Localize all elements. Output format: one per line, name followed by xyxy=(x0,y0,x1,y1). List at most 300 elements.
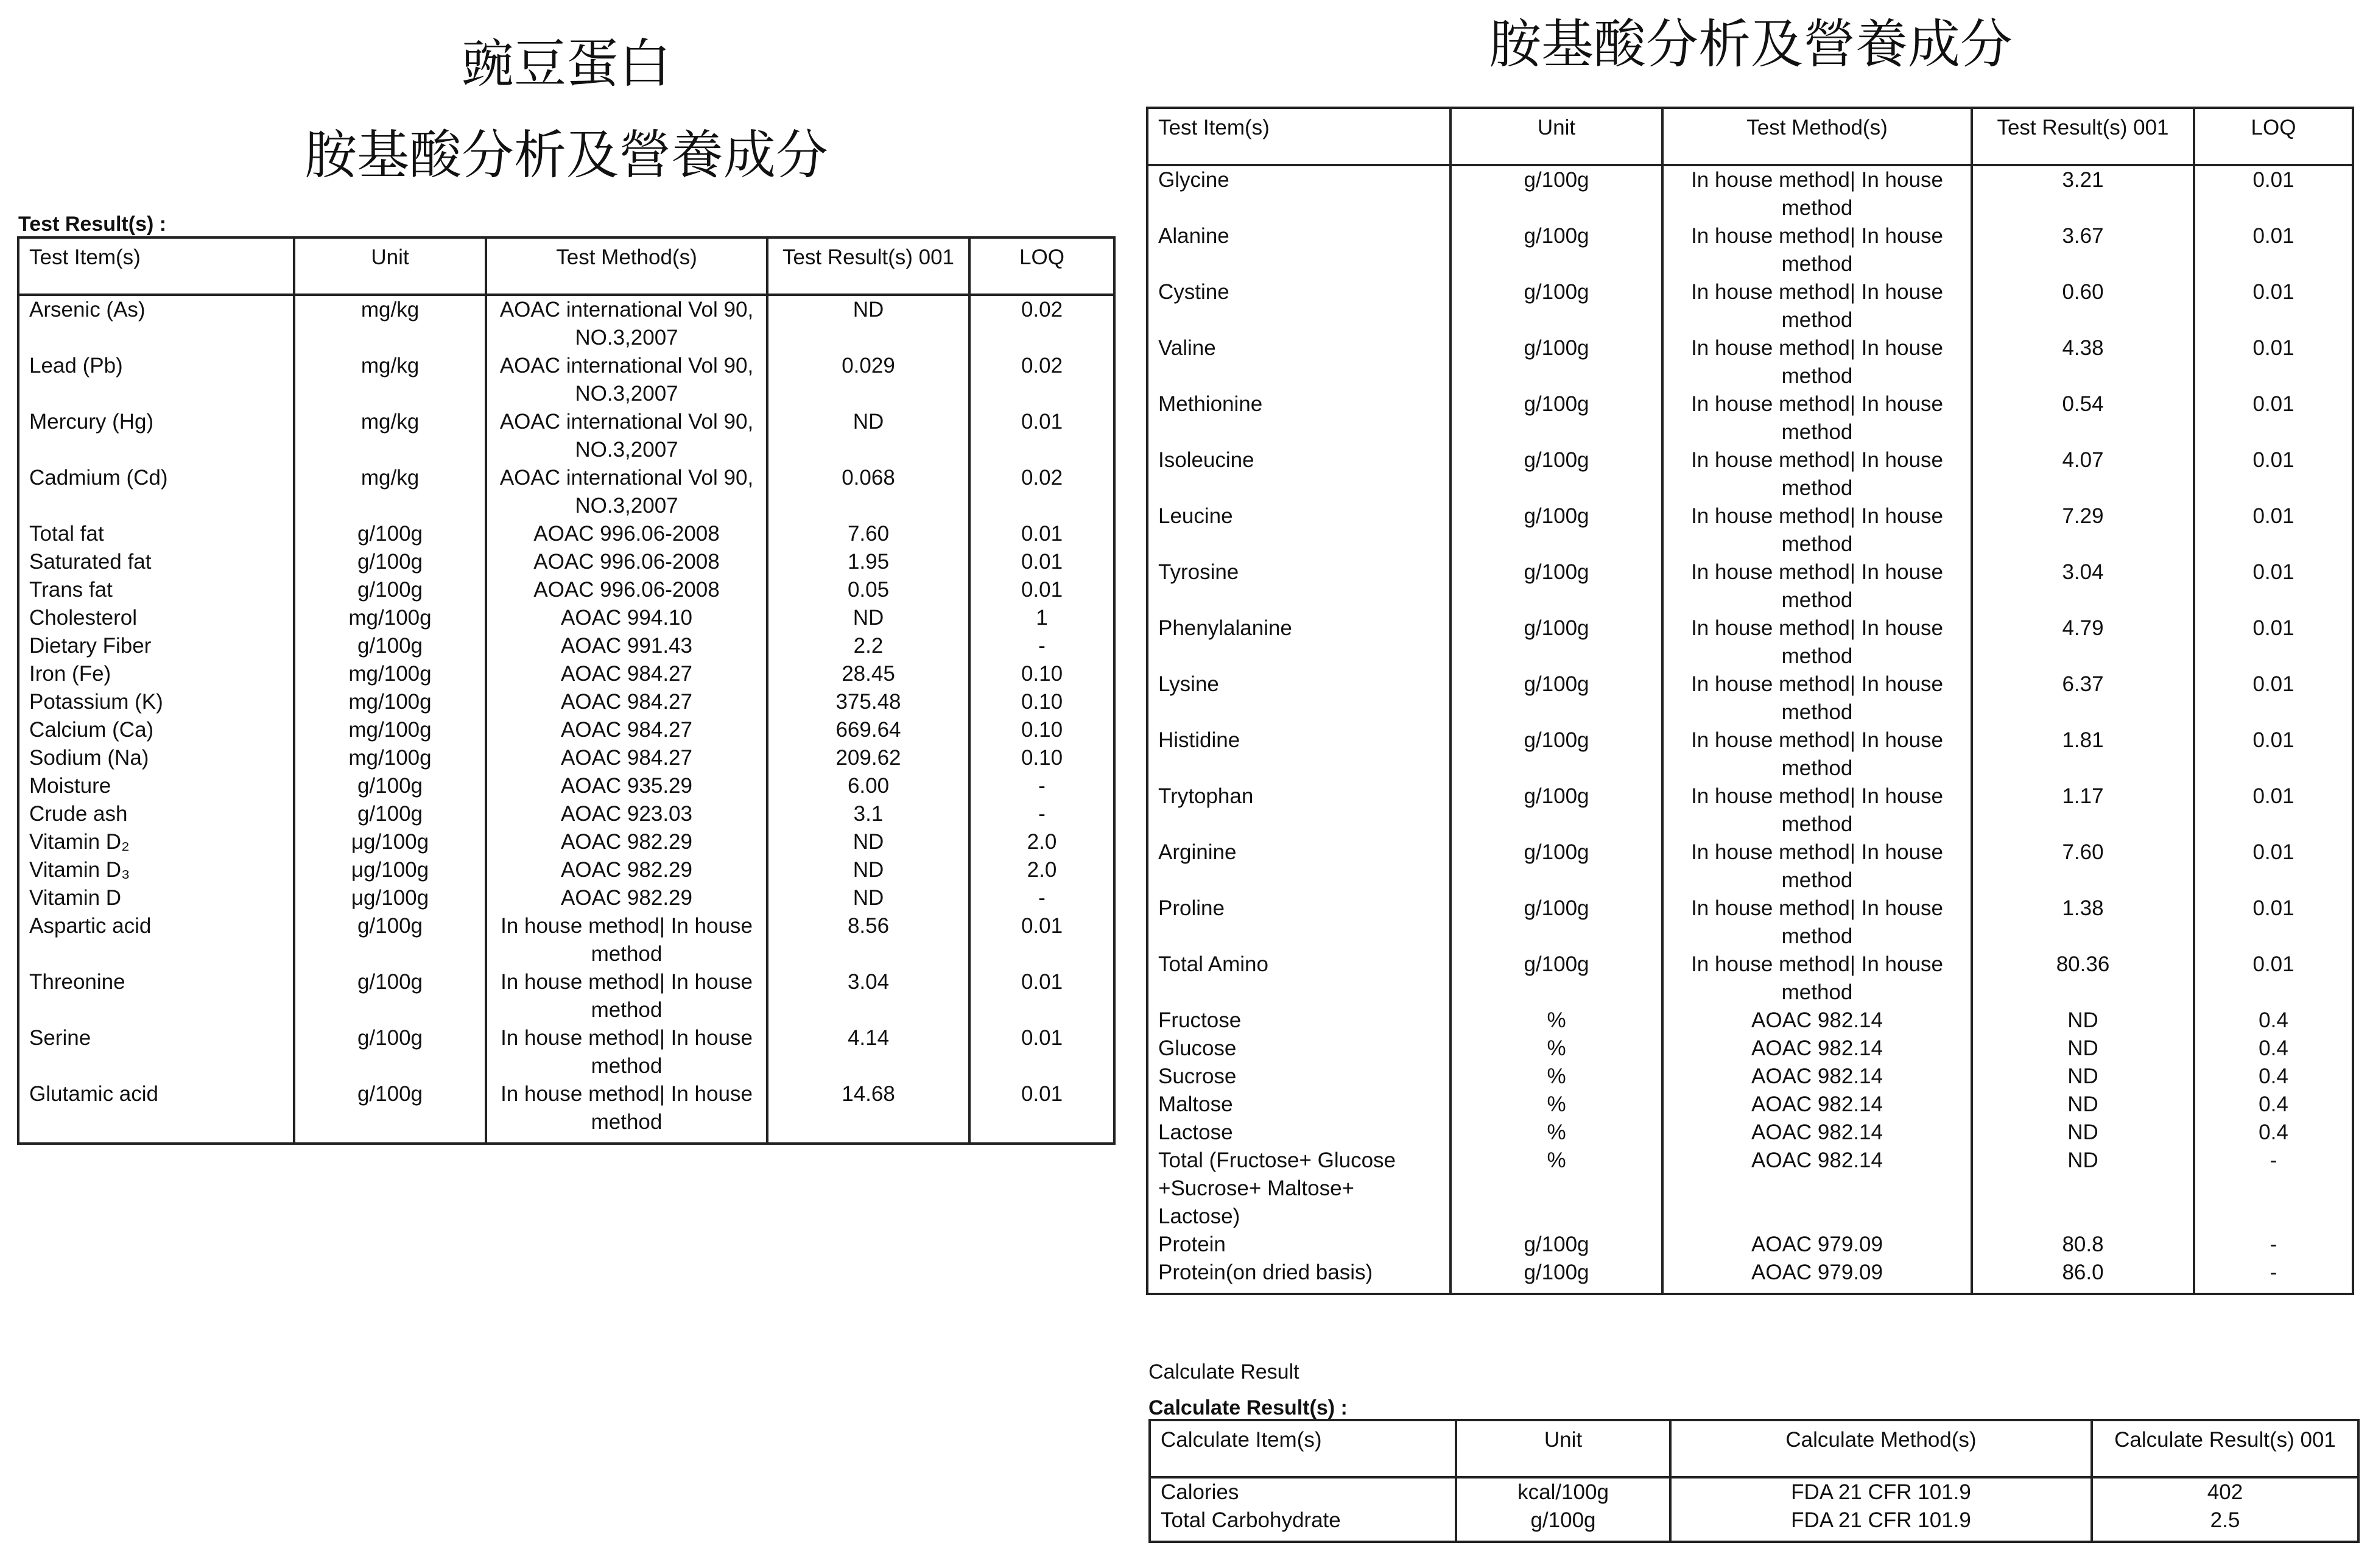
cell-test-method: AOAC 982.14 xyxy=(1662,1147,1972,1231)
cell-loq: 0.01 xyxy=(969,968,1114,1024)
cell-calculate-item: Total Carbohydrate xyxy=(1150,1506,1456,1542)
table-row xyxy=(1147,614,2353,670)
header-loq: LOQ xyxy=(2194,108,2353,165)
table-row xyxy=(1147,1231,2353,1259)
table-row xyxy=(1147,390,2353,446)
cell-test-method: In house method| In house method xyxy=(1662,446,1972,502)
cell-loq: 0.01 xyxy=(2194,222,2353,278)
table-row xyxy=(1147,670,2353,726)
table-row xyxy=(1147,278,2353,334)
cell-unit: mg/100g xyxy=(294,744,486,772)
cell-calculate-result: 2.5 xyxy=(2092,1506,2358,1542)
table-row xyxy=(18,1024,1114,1080)
cell-unit: g/100g xyxy=(1450,390,1662,446)
cell-test-method: In house method| In house method xyxy=(1662,222,1972,278)
cell-test-result: 3.04 xyxy=(767,968,969,1024)
left-title-product: 豌豆蛋白 xyxy=(462,33,671,94)
cell-loq: - xyxy=(969,800,1114,828)
cell-test-method: AOAC international Vol 90, NO.3,2007 xyxy=(486,352,767,408)
table-row xyxy=(1147,1007,2353,1035)
cell-test-result: 1.95 xyxy=(767,548,969,576)
cell-unit: g/100g xyxy=(294,1024,486,1080)
cell-loq: 0.02 xyxy=(969,295,1114,352)
table-row xyxy=(1147,726,2353,782)
table-row xyxy=(18,1080,1114,1144)
cell-test-result: ND xyxy=(767,856,969,884)
cell-test-item: Histidine xyxy=(1147,726,1450,782)
cell-test-method: AOAC 982.14 xyxy=(1662,1091,1972,1119)
cell-test-result: 8.56 xyxy=(767,912,969,968)
cell-loq: 0.01 xyxy=(2194,165,2353,222)
cell-test-item: Tyrosine xyxy=(1147,558,1450,614)
cell-loq: - xyxy=(969,884,1114,912)
cell-test-item: Methionine xyxy=(1147,390,1450,446)
header-unit: Unit xyxy=(1456,1420,1670,1477)
cell-test-result: ND xyxy=(1972,1091,2194,1119)
cell-test-method: AOAC 935.29 xyxy=(486,772,767,800)
cell-loq: 0.01 xyxy=(969,1080,1114,1144)
header-unit: Unit xyxy=(294,237,486,295)
cell-test-item: Proline xyxy=(1147,895,1450,951)
cell-unit: % xyxy=(1450,1007,1662,1035)
table-header-row xyxy=(1147,108,2353,165)
cell-test-result: ND xyxy=(1972,1035,2194,1063)
cell-test-result: 0.068 xyxy=(767,464,969,520)
cell-loq: 0.01 xyxy=(2194,782,2353,838)
table-row xyxy=(1147,502,2353,558)
cell-loq: 0.01 xyxy=(2194,390,2353,446)
table-row xyxy=(18,856,1114,884)
cell-test-item: Total Amino xyxy=(1147,951,1450,1007)
cell-test-result: 4.79 xyxy=(1972,614,2194,670)
cell-loq: 0.01 xyxy=(2194,278,2353,334)
cell-unit: g/100g xyxy=(1450,614,1662,670)
cell-unit: g/100g xyxy=(1450,502,1662,558)
cell-unit: μg/100g xyxy=(294,856,486,884)
cell-unit: g/100g xyxy=(1450,334,1662,390)
cell-test-result: 1.17 xyxy=(1972,782,2194,838)
cell-unit: mg/kg xyxy=(294,295,486,352)
cell-test-result: 14.68 xyxy=(767,1080,969,1144)
header-test-result: Test Result(s) 001 xyxy=(1972,108,2194,165)
cell-test-result: 4.38 xyxy=(1972,334,2194,390)
header-test-result: Test Result(s) 001 xyxy=(767,237,969,295)
header-test-item: Test Item(s) xyxy=(18,237,294,295)
cell-test-method: In house method| In house method xyxy=(486,1080,767,1144)
cell-loq: 0.02 xyxy=(969,352,1114,408)
cell-test-item: Iron (Fe) xyxy=(18,660,294,688)
header-calculate-item: Calculate Item(s) xyxy=(1150,1420,1456,1477)
table-row xyxy=(1147,951,2353,1007)
table-row xyxy=(18,688,1114,716)
cell-loq: 0.4 xyxy=(2194,1119,2353,1147)
cell-unit: kcal/100g xyxy=(1456,1477,1670,1506)
cell-test-item: Threonine xyxy=(18,968,294,1024)
cell-test-item: Cadmium (Cd) xyxy=(18,464,294,520)
cell-test-item: Leucine xyxy=(1147,502,1450,558)
table-row xyxy=(18,520,1114,548)
left-title-analysis: 胺基酸分析及營養成分 xyxy=(304,125,828,186)
cell-test-item: Calcium (Ca) xyxy=(18,716,294,744)
cell-loq: 1 xyxy=(969,604,1114,632)
test-result-label: Test Result(s) : xyxy=(18,213,167,236)
cell-test-method: In house method| In house method xyxy=(1662,782,1972,838)
table-row xyxy=(1147,165,2353,222)
cell-test-method: AOAC 979.09 xyxy=(1662,1231,1972,1259)
cell-loq: 0.10 xyxy=(969,688,1114,716)
cell-test-item: Isoleucine xyxy=(1147,446,1450,502)
cell-test-result: 209.62 xyxy=(767,744,969,772)
cell-test-item: Fructose xyxy=(1147,1007,1450,1035)
table-row xyxy=(18,408,1114,464)
cell-test-item: Phenylalanine xyxy=(1147,614,1450,670)
cell-test-item: Trans fat xyxy=(18,576,294,604)
cell-loq: 0.01 xyxy=(969,520,1114,548)
cell-test-item: Total fat xyxy=(18,520,294,548)
cell-test-item: Lactose xyxy=(1147,1119,1450,1147)
cell-test-result: ND xyxy=(1972,1147,2194,1231)
cell-test-method: In house method| In house method xyxy=(1662,558,1972,614)
right-title-analysis: 胺基酸分析及營養成分 xyxy=(1489,14,2013,75)
cell-loq: - xyxy=(969,632,1114,660)
cell-calculate-result: 402 xyxy=(2092,1477,2358,1506)
table-row xyxy=(1150,1477,2358,1506)
right-results-table xyxy=(1146,107,2354,1295)
cell-test-result: ND xyxy=(767,295,969,352)
table-row xyxy=(1147,1259,2353,1294)
cell-test-result: 1.38 xyxy=(1972,895,2194,951)
cell-test-item: Crude ash xyxy=(18,800,294,828)
cell-unit: g/100g xyxy=(294,968,486,1024)
cell-loq: 0.01 xyxy=(969,576,1114,604)
cell-test-result: ND xyxy=(767,604,969,632)
cell-loq: 0.4 xyxy=(2194,1007,2353,1035)
cell-test-item: Vitamin D₃ xyxy=(18,856,294,884)
cell-unit: g/100g xyxy=(1450,670,1662,726)
cell-test-item: Trytophan xyxy=(1147,782,1450,838)
cell-test-result: 0.029 xyxy=(767,352,969,408)
table-row xyxy=(18,464,1114,520)
cell-loq: 0.4 xyxy=(2194,1063,2353,1091)
cell-test-method: AOAC 984.27 xyxy=(486,688,767,716)
cell-test-item: Sucrose xyxy=(1147,1063,1450,1091)
cell-test-item: Saturated fat xyxy=(18,548,294,576)
cell-test-method: AOAC 982.29 xyxy=(486,856,767,884)
header-loq: LOQ xyxy=(969,237,1114,295)
cell-test-result: 1.81 xyxy=(1972,726,2194,782)
table-row xyxy=(18,604,1114,632)
cell-calculate-method: FDA 21 CFR 101.9 xyxy=(1670,1477,2092,1506)
cell-loq: - xyxy=(2194,1147,2353,1231)
header-test-method: Test Method(s) xyxy=(1662,108,1972,165)
cell-test-result: 3.67 xyxy=(1972,222,2194,278)
cell-unit: mg/kg xyxy=(294,464,486,520)
cell-test-item: Protein(on dried basis) xyxy=(1147,1259,1450,1294)
table-row xyxy=(18,828,1114,856)
table-row xyxy=(18,716,1114,744)
cell-test-result: 4.14 xyxy=(767,1024,969,1080)
cell-test-method: In house method| In house method xyxy=(1662,670,1972,726)
calculate-result-caption: Calculate Result xyxy=(1148,1360,1299,1383)
table-row xyxy=(18,912,1114,968)
cell-test-method: AOAC international Vol 90, NO.3,2007 xyxy=(486,408,767,464)
cell-test-method: AOAC international Vol 90, NO.3,2007 xyxy=(486,295,767,352)
cell-loq: 0.01 xyxy=(2194,502,2353,558)
cell-test-method: AOAC 994.10 xyxy=(486,604,767,632)
cell-unit: mg/100g xyxy=(294,660,486,688)
cell-unit: g/100g xyxy=(1450,895,1662,951)
cell-loq: - xyxy=(969,772,1114,800)
cell-loq: 0.01 xyxy=(2194,726,2353,782)
cell-unit: g/100g xyxy=(294,912,486,968)
cell-test-method: In house method| In house method xyxy=(1662,278,1972,334)
cell-test-item: Serine xyxy=(18,1024,294,1080)
cell-test-result: 3.1 xyxy=(767,800,969,828)
cell-unit: g/100g xyxy=(294,772,486,800)
table-row xyxy=(1147,838,2353,895)
cell-loq: 0.02 xyxy=(969,464,1114,520)
cell-unit: g/100g xyxy=(1456,1506,1670,1542)
cell-test-method: In house method| In house method xyxy=(1662,614,1972,670)
cell-test-result: ND xyxy=(1972,1119,2194,1147)
table-row xyxy=(1147,1035,2353,1063)
table-row xyxy=(18,772,1114,800)
cell-test-item: Vitamin D₂ xyxy=(18,828,294,856)
table-row xyxy=(1147,1119,2353,1147)
table-row xyxy=(18,352,1114,408)
header-calculate-result: Calculate Result(s) 001 xyxy=(2092,1420,2358,1477)
cell-loq: - xyxy=(2194,1259,2353,1294)
cell-test-result: 0.54 xyxy=(1972,390,2194,446)
cell-test-item: Glucose xyxy=(1147,1035,1450,1063)
cell-test-method: In house method| In house method xyxy=(486,1024,767,1080)
cell-unit: mg/100g xyxy=(294,688,486,716)
cell-test-method: In house method| In house method xyxy=(1662,895,1972,951)
cell-unit: g/100g xyxy=(1450,222,1662,278)
cell-test-method: In house method| In house method xyxy=(1662,838,1972,895)
cell-loq: 0.10 xyxy=(969,744,1114,772)
cell-loq: 0.01 xyxy=(969,912,1114,968)
left-results-table xyxy=(17,236,1116,1145)
cell-test-method: In house method| In house method xyxy=(486,912,767,968)
cell-unit: g/100g xyxy=(294,576,486,604)
header-unit: Unit xyxy=(1450,108,1662,165)
cell-test-result: 7.60 xyxy=(767,520,969,548)
cell-loq: 0.01 xyxy=(2194,614,2353,670)
cell-unit: g/100g xyxy=(294,548,486,576)
cell-test-result: 4.07 xyxy=(1972,446,2194,502)
cell-unit: g/100g xyxy=(1450,165,1662,222)
cell-unit: g/100g xyxy=(1450,1259,1662,1294)
cell-unit: mg/kg xyxy=(294,352,486,408)
cell-test-method: AOAC 923.03 xyxy=(486,800,767,828)
cell-unit: g/100g xyxy=(294,800,486,828)
cell-loq: 0.01 xyxy=(2194,446,2353,502)
cell-test-item: Mercury (Hg) xyxy=(18,408,294,464)
cell-test-result: 86.0 xyxy=(1972,1259,2194,1294)
calculate-results-table xyxy=(1148,1419,2360,1543)
cell-test-item: Sodium (Na) xyxy=(18,744,294,772)
cell-test-method: In house method| In house method xyxy=(1662,951,1972,1007)
cell-loq: 0.01 xyxy=(2194,334,2353,390)
cell-loq: 0.01 xyxy=(969,1024,1114,1080)
cell-loq: 0.4 xyxy=(2194,1035,2353,1063)
cell-test-result: ND xyxy=(767,828,969,856)
cell-test-item: Valine xyxy=(1147,334,1450,390)
cell-loq: 0.10 xyxy=(969,660,1114,688)
cell-unit: g/100g xyxy=(1450,838,1662,895)
cell-test-result: 28.45 xyxy=(767,660,969,688)
cell-test-method: AOAC 982.14 xyxy=(1662,1119,1972,1147)
cell-loq: - xyxy=(2194,1231,2353,1259)
cell-test-result: 7.29 xyxy=(1972,502,2194,558)
cell-test-method: AOAC 991.43 xyxy=(486,632,767,660)
cell-test-method: In house method| In house method xyxy=(1662,334,1972,390)
cell-test-result: 3.21 xyxy=(1972,165,2194,222)
table-row xyxy=(18,744,1114,772)
cell-test-method: In house method| In house method xyxy=(1662,502,1972,558)
cell-test-method: AOAC 982.29 xyxy=(486,828,767,856)
cell-unit: % xyxy=(1450,1119,1662,1147)
cell-test-method: AOAC 984.27 xyxy=(486,744,767,772)
cell-unit: g/100g xyxy=(1450,782,1662,838)
cell-test-result: 7.60 xyxy=(1972,838,2194,895)
cell-unit: μg/100g xyxy=(294,884,486,912)
table-row xyxy=(18,295,1114,352)
cell-test-item: Cystine xyxy=(1147,278,1450,334)
cell-test-item: Arsenic (As) xyxy=(18,295,294,352)
cell-test-item: Alanine xyxy=(1147,222,1450,278)
header-test-method: Test Method(s) xyxy=(486,237,767,295)
cell-test-result: ND xyxy=(767,884,969,912)
cell-calculate-item: Calories xyxy=(1150,1477,1456,1506)
table-row xyxy=(1147,895,2353,951)
table-row xyxy=(18,548,1114,576)
cell-test-item: Total (Fructose+ Glucose +Sucrose+ Maltose+ Lactose) xyxy=(1147,1147,1450,1231)
cell-unit: g/100g xyxy=(1450,726,1662,782)
cell-test-result: 375.48 xyxy=(767,688,969,716)
cell-test-result: ND xyxy=(1972,1007,2194,1035)
cell-loq: 0.01 xyxy=(969,548,1114,576)
cell-test-method: AOAC 982.14 xyxy=(1662,1063,1972,1091)
cell-test-result: ND xyxy=(767,408,969,464)
cell-loq: 0.01 xyxy=(2194,895,2353,951)
cell-test-method: AOAC 996.06-2008 xyxy=(486,520,767,548)
cell-test-result: 6.00 xyxy=(767,772,969,800)
cell-test-method: In house method| In house method xyxy=(1662,390,1972,446)
cell-test-item: Maltose xyxy=(1147,1091,1450,1119)
table-header-row xyxy=(18,237,1114,295)
cell-test-method: In house method| In house method xyxy=(1662,726,1972,782)
cell-test-result: 80.36 xyxy=(1972,951,2194,1007)
cell-test-method: AOAC 982.29 xyxy=(486,884,767,912)
table-header-row xyxy=(1150,1420,2358,1477)
table-row xyxy=(18,632,1114,660)
cell-loq: 0.01 xyxy=(2194,951,2353,1007)
cell-test-method: AOAC 984.27 xyxy=(486,660,767,688)
cell-test-item: Aspartic acid xyxy=(18,912,294,968)
calculate-result-label: Calculate Result(s) : xyxy=(1148,1396,1348,1419)
cell-unit: mg/100g xyxy=(294,604,486,632)
cell-test-method: In house method| In house method xyxy=(1662,165,1972,222)
cell-test-item: Dietary Fiber xyxy=(18,632,294,660)
cell-unit: g/100g xyxy=(1450,951,1662,1007)
table-row xyxy=(1147,782,2353,838)
table-row xyxy=(1147,1091,2353,1119)
table-row xyxy=(1147,222,2353,278)
cell-unit: % xyxy=(1450,1035,1662,1063)
cell-unit: % xyxy=(1450,1063,1662,1091)
cell-test-item: Arginine xyxy=(1147,838,1450,895)
table-row xyxy=(18,884,1114,912)
cell-loq: 0.01 xyxy=(969,408,1114,464)
cell-unit: g/100g xyxy=(1450,1231,1662,1259)
header-calculate-method: Calculate Method(s) xyxy=(1670,1420,2092,1477)
cell-loq: 2.0 xyxy=(969,856,1114,884)
cell-test-result: 2.2 xyxy=(767,632,969,660)
cell-calculate-method: FDA 21 CFR 101.9 xyxy=(1670,1506,2092,1542)
cell-test-result: 669.64 xyxy=(767,716,969,744)
table-row xyxy=(1147,334,2353,390)
table-row xyxy=(1147,1147,2353,1231)
cell-test-method: AOAC 984.27 xyxy=(486,716,767,744)
cell-unit: g/100g xyxy=(294,1080,486,1144)
table-row xyxy=(1150,1506,2358,1542)
cell-test-method: In house method| In house method xyxy=(486,968,767,1024)
table-row xyxy=(1147,558,2353,614)
cell-test-result: 0.05 xyxy=(767,576,969,604)
cell-test-result: ND xyxy=(1972,1063,2194,1091)
cell-test-method: AOAC 996.06-2008 xyxy=(486,576,767,604)
cell-unit: g/100g xyxy=(1450,278,1662,334)
cell-test-result: 6.37 xyxy=(1972,670,2194,726)
header-test-item: Test Item(s) xyxy=(1147,108,1450,165)
cell-unit: g/100g xyxy=(1450,558,1662,614)
cell-loq: 0.01 xyxy=(2194,670,2353,726)
cell-unit: μg/100g xyxy=(294,828,486,856)
cell-test-item: Cholesterol xyxy=(18,604,294,632)
cell-loq: 0.10 xyxy=(969,716,1114,744)
cell-test-method: AOAC 982.14 xyxy=(1662,1035,1972,1063)
cell-test-item: Lysine xyxy=(1147,670,1450,726)
cell-test-item: Glutamic acid xyxy=(18,1080,294,1144)
cell-unit: g/100g xyxy=(294,632,486,660)
cell-test-item: Moisture xyxy=(18,772,294,800)
cell-test-item: Glycine xyxy=(1147,165,1450,222)
table-row xyxy=(18,968,1114,1024)
cell-test-method: AOAC 982.14 xyxy=(1662,1007,1972,1035)
cell-loq: 2.0 xyxy=(969,828,1114,856)
cell-test-result: 3.04 xyxy=(1972,558,2194,614)
cell-unit: g/100g xyxy=(294,520,486,548)
cell-loq: 0.01 xyxy=(2194,558,2353,614)
table-row xyxy=(18,660,1114,688)
cell-test-result: 80.8 xyxy=(1972,1231,2194,1259)
cell-unit: g/100g xyxy=(1450,446,1662,502)
cell-loq: 0.4 xyxy=(2194,1091,2353,1119)
table-row xyxy=(1147,1063,2353,1091)
table-row xyxy=(18,576,1114,604)
table-row xyxy=(18,800,1114,828)
cell-test-result: 0.60 xyxy=(1972,278,2194,334)
cell-test-item: Lead (Pb) xyxy=(18,352,294,408)
table-row xyxy=(1147,446,2353,502)
cell-test-item: Potassium (K) xyxy=(18,688,294,716)
cell-unit: % xyxy=(1450,1147,1662,1231)
cell-unit: % xyxy=(1450,1091,1662,1119)
cell-loq: 0.01 xyxy=(2194,838,2353,895)
cell-test-item: Vitamin D xyxy=(18,884,294,912)
